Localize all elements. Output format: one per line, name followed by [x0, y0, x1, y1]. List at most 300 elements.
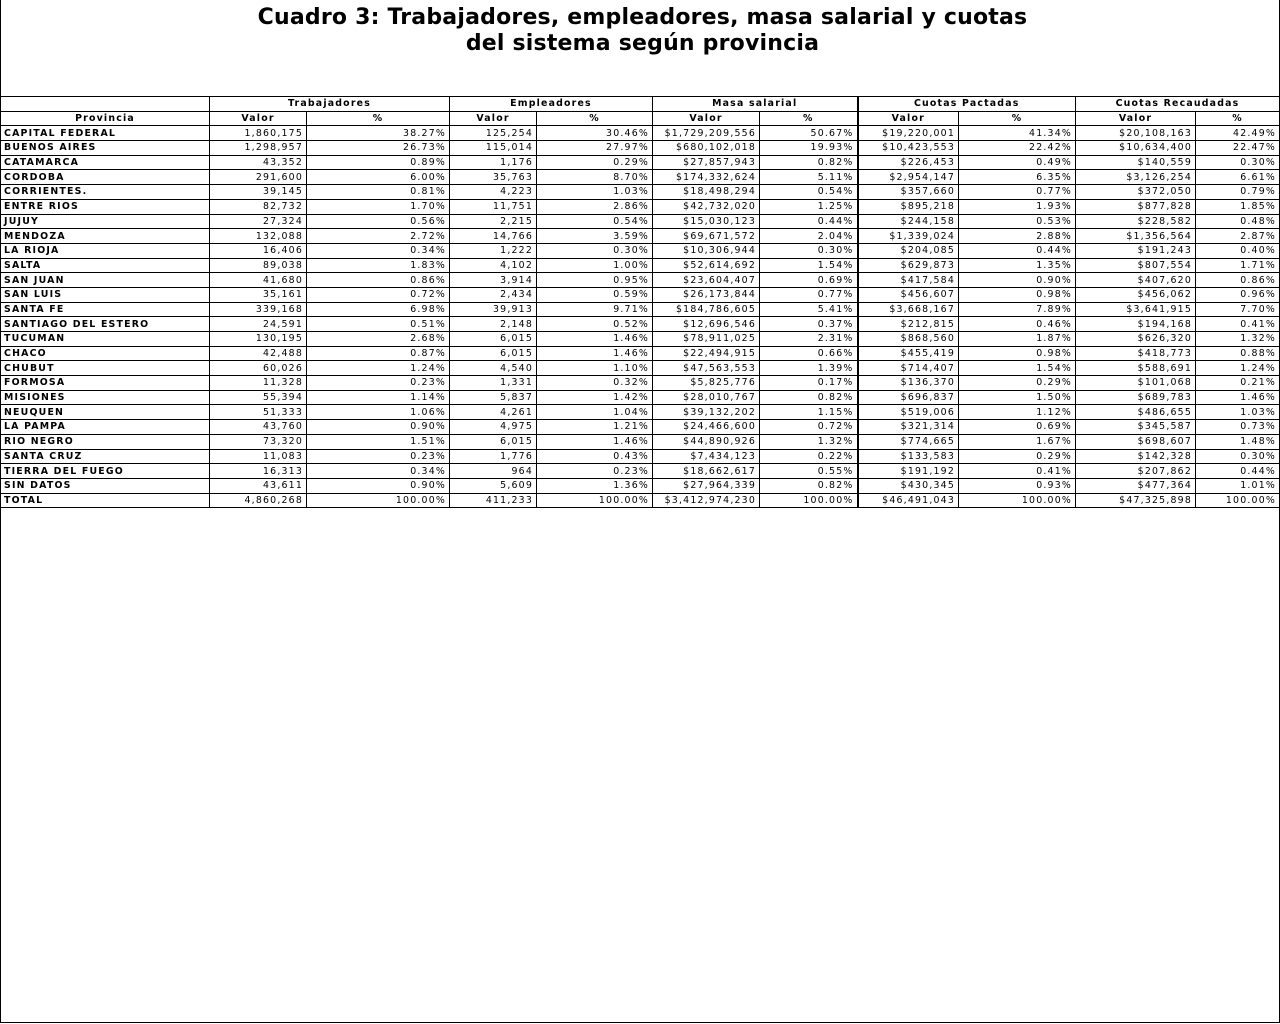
value-cell: 291,600: [210, 170, 307, 185]
value-cell: $1,729,209,556: [653, 126, 760, 141]
value-cell: $357,660: [858, 185, 959, 200]
percent-cell: 2.31%: [760, 332, 858, 347]
value-cell: $372,050: [1076, 185, 1196, 200]
value-cell: $28,010,767: [653, 390, 760, 405]
percent-cell: 100.00%: [1196, 493, 1280, 508]
value-cell: $417,584: [858, 273, 959, 288]
percent-cell: 7.70%: [1196, 302, 1280, 317]
sub-header-provincia: Provincia: [1, 111, 210, 126]
percent-cell: 1.14%: [307, 390, 450, 405]
value-cell: $52,614,692: [653, 258, 760, 273]
percent-cell: 0.98%: [959, 287, 1076, 302]
province-cell: CORDOBA: [1, 170, 210, 185]
value-cell: $3,412,974,230: [653, 493, 760, 508]
sub-header-valor: Valor: [210, 111, 307, 126]
table-row: [1, 464, 1280, 479]
percent-cell: 0.54%: [760, 185, 858, 200]
percent-cell: 0.86%: [307, 273, 450, 288]
group-header-empleadores: Empleadores: [450, 97, 653, 112]
percent-cell: 0.96%: [1196, 287, 1280, 302]
value-cell: 6,015: [450, 332, 537, 347]
value-cell: 1,331: [450, 376, 537, 391]
value-cell: 5,609: [450, 478, 537, 493]
title-line-1: Cuadro 3: Trabajadores, empleadores, masa salarial y cuotas: [257, 5, 1028, 30]
percent-cell: 2.72%: [307, 229, 450, 244]
percent-cell: 100.00%: [537, 493, 653, 508]
table-row: [1, 287, 1280, 302]
percent-cell: 0.81%: [307, 185, 450, 200]
value-cell: 1,298,957: [210, 141, 307, 156]
percent-cell: 41.34%: [959, 126, 1076, 141]
value-cell: $27,857,943: [653, 155, 760, 170]
value-cell: 339,168: [210, 302, 307, 317]
province-cell: CATAMARCA: [1, 155, 210, 170]
value-cell: 43,760: [210, 420, 307, 435]
table-row: [1, 243, 1280, 258]
page-title: [0, 5, 1280, 57]
percent-cell: 1.39%: [760, 361, 858, 376]
percent-cell: 6.35%: [959, 170, 1076, 185]
value-cell: $26,173,844: [653, 287, 760, 302]
percent-cell: 50.67%: [760, 126, 858, 141]
percent-cell: 0.40%: [1196, 243, 1280, 258]
percent-cell: 0.59%: [537, 287, 653, 302]
value-cell: $101,068: [1076, 376, 1196, 391]
value-cell: $12,696,546: [653, 317, 760, 332]
value-cell: 43,611: [210, 478, 307, 493]
province-cell: MISIONES: [1, 390, 210, 405]
value-cell: $407,620: [1076, 273, 1196, 288]
percent-cell: 1.67%: [959, 434, 1076, 449]
group-header-masa-salarial: Masa salarial: [653, 97, 858, 112]
value-cell: 6,015: [450, 434, 537, 449]
value-cell: $629,873: [858, 258, 959, 273]
value-cell: 4,860,268: [210, 493, 307, 508]
value-cell: 4,223: [450, 185, 537, 200]
value-cell: 411,233: [450, 493, 537, 508]
percent-cell: 0.55%: [760, 464, 858, 479]
percent-cell: 22.47%: [1196, 141, 1280, 156]
value-cell: 4,261: [450, 405, 537, 420]
percent-cell: 1.12%: [959, 405, 1076, 420]
value-cell: $142,328: [1076, 449, 1196, 464]
percent-cell: 0.82%: [760, 390, 858, 405]
total-row: [1, 493, 1280, 508]
table-row: [1, 420, 1280, 435]
percent-cell: 0.87%: [307, 346, 450, 361]
table-row: [1, 229, 1280, 244]
value-cell: $807,554: [1076, 258, 1196, 273]
value-cell: $696,837: [858, 390, 959, 405]
percent-cell: 7.89%: [959, 302, 1076, 317]
group-header-cuotas-recaudadas: Cuotas Recaudadas: [1076, 97, 1280, 112]
percent-cell: 2.68%: [307, 332, 450, 347]
value-cell: $680,102,018: [653, 141, 760, 156]
value-cell: $22,494,915: [653, 346, 760, 361]
percent-cell: 100.00%: [959, 493, 1076, 508]
percent-cell: 2.04%: [760, 229, 858, 244]
value-cell: $2,954,147: [858, 170, 959, 185]
percent-cell: 0.34%: [307, 243, 450, 258]
province-cell: SIN DATOS: [1, 478, 210, 493]
percent-cell: 0.82%: [760, 155, 858, 170]
group-header-row: [1, 97, 1280, 112]
table-row: [1, 155, 1280, 170]
value-cell: 35,763: [450, 170, 537, 185]
percent-cell: 0.79%: [1196, 185, 1280, 200]
percent-cell: 0.69%: [760, 273, 858, 288]
table-row: [1, 361, 1280, 376]
percent-cell: 1.25%: [760, 199, 858, 214]
percent-cell: 100.00%: [760, 493, 858, 508]
percent-cell: 0.30%: [537, 243, 653, 258]
percent-cell: 1.46%: [537, 332, 653, 347]
percent-cell: 0.95%: [537, 273, 653, 288]
value-cell: 132,088: [210, 229, 307, 244]
percent-cell: 0.89%: [307, 155, 450, 170]
sub-header-percent: %: [1196, 111, 1280, 126]
sub-header-row: [1, 111, 1280, 126]
province-cell: LA RIOJA: [1, 243, 210, 258]
percent-cell: 0.30%: [760, 243, 858, 258]
percent-cell: 5.11%: [760, 170, 858, 185]
value-cell: 2,434: [450, 287, 537, 302]
province-cell: SANTA FE: [1, 302, 210, 317]
percent-cell: 0.44%: [959, 243, 1076, 258]
value-cell: $228,582: [1076, 214, 1196, 229]
percent-cell: 0.29%: [959, 376, 1076, 391]
percent-cell: 1.00%: [537, 258, 653, 273]
percent-cell: 0.90%: [307, 420, 450, 435]
value-cell: $1,356,564: [1076, 229, 1196, 244]
value-cell: $18,498,294: [653, 185, 760, 200]
percent-cell: 0.44%: [760, 214, 858, 229]
province-cell: ENTRE RIOS: [1, 199, 210, 214]
percent-cell: 1.54%: [760, 258, 858, 273]
value-cell: $174,332,624: [653, 170, 760, 185]
value-cell: 1,860,175: [210, 126, 307, 141]
percent-cell: 38.27%: [307, 126, 450, 141]
value-cell: $3,126,254: [1076, 170, 1196, 185]
table-row: [1, 185, 1280, 200]
percent-cell: 6.61%: [1196, 170, 1280, 185]
value-cell: $78,911,025: [653, 332, 760, 347]
value-cell: 6,015: [450, 346, 537, 361]
table-row: [1, 126, 1280, 141]
header-blank-cell: [1, 97, 210, 112]
percent-cell: 0.17%: [760, 376, 858, 391]
value-cell: $184,786,605: [653, 302, 760, 317]
value-cell: $226,453: [858, 155, 959, 170]
percent-cell: 0.77%: [959, 185, 1076, 200]
percent-cell: 0.37%: [760, 317, 858, 332]
percent-cell: 0.30%: [1196, 449, 1280, 464]
province-cell: TOTAL: [1, 493, 210, 508]
value-cell: $895,218: [858, 199, 959, 214]
value-cell: $39,132,202: [653, 405, 760, 420]
value-cell: $69,671,572: [653, 229, 760, 244]
percent-cell: 1.01%: [1196, 478, 1280, 493]
value-cell: 1,176: [450, 155, 537, 170]
province-cell: SANTA CRUZ: [1, 449, 210, 464]
value-cell: $46,491,043: [858, 493, 959, 508]
percent-cell: 0.54%: [537, 214, 653, 229]
percent-cell: 1.71%: [1196, 258, 1280, 273]
value-cell: $18,662,617: [653, 464, 760, 479]
percent-cell: 0.23%: [537, 464, 653, 479]
percent-cell: 1.03%: [1196, 405, 1280, 420]
value-cell: 125,254: [450, 126, 537, 141]
value-cell: 2,215: [450, 214, 537, 229]
table-row: [1, 214, 1280, 229]
value-cell: $10,634,400: [1076, 141, 1196, 156]
percent-cell: 9.71%: [537, 302, 653, 317]
value-cell: $456,607: [858, 287, 959, 302]
percent-cell: 0.66%: [760, 346, 858, 361]
value-cell: 5,837: [450, 390, 537, 405]
percent-cell: 1.54%: [959, 361, 1076, 376]
percent-cell: 0.53%: [959, 214, 1076, 229]
table-row: [1, 390, 1280, 405]
value-cell: 11,328: [210, 376, 307, 391]
value-cell: $207,862: [1076, 464, 1196, 479]
percent-cell: 1.24%: [1196, 361, 1280, 376]
percent-cell: 8.70%: [537, 170, 653, 185]
value-cell: 51,333: [210, 405, 307, 420]
province-cell: SAN LUIS: [1, 287, 210, 302]
percent-cell: 0.72%: [760, 420, 858, 435]
table-row: [1, 332, 1280, 347]
value-cell: 27,324: [210, 214, 307, 229]
percent-cell: 1.87%: [959, 332, 1076, 347]
table-body: [1, 126, 1280, 508]
percent-cell: 1.06%: [307, 405, 450, 420]
sub-header-percent: %: [537, 111, 653, 126]
value-cell: $345,587: [1076, 420, 1196, 435]
percent-cell: 0.51%: [307, 317, 450, 332]
percent-cell: 2.87%: [1196, 229, 1280, 244]
percent-cell: 0.29%: [537, 155, 653, 170]
value-cell: 115,014: [450, 141, 537, 156]
value-cell: 3,914: [450, 273, 537, 288]
sub-header-valor: Valor: [1076, 111, 1196, 126]
percent-cell: 27.97%: [537, 141, 653, 156]
percent-cell: 0.34%: [307, 464, 450, 479]
value-cell: $23,604,407: [653, 273, 760, 288]
percent-cell: 1.35%: [959, 258, 1076, 273]
value-cell: 14,766: [450, 229, 537, 244]
percent-cell: 0.30%: [1196, 155, 1280, 170]
province-cell: FORMOSA: [1, 376, 210, 391]
percent-cell: 1.70%: [307, 199, 450, 214]
percent-cell: 0.29%: [959, 449, 1076, 464]
value-cell: $5,825,776: [653, 376, 760, 391]
table-row: [1, 258, 1280, 273]
percent-cell: 0.93%: [959, 478, 1076, 493]
value-cell: $19,220,001: [858, 126, 959, 141]
percent-cell: 19.93%: [760, 141, 858, 156]
value-cell: $133,583: [858, 449, 959, 464]
percent-cell: 1.83%: [307, 258, 450, 273]
value-cell: 16,406: [210, 243, 307, 258]
percent-cell: 0.72%: [307, 287, 450, 302]
percent-cell: 0.48%: [1196, 214, 1280, 229]
value-cell: 11,751: [450, 199, 537, 214]
table-row: [1, 376, 1280, 391]
value-cell: $136,370: [858, 376, 959, 391]
province-cell: RIO NEGRO: [1, 434, 210, 449]
value-cell: $47,325,898: [1076, 493, 1196, 508]
value-cell: $42,732,020: [653, 199, 760, 214]
value-cell: 35,161: [210, 287, 307, 302]
value-cell: $714,407: [858, 361, 959, 376]
value-cell: $140,559: [1076, 155, 1196, 170]
percent-cell: 0.46%: [959, 317, 1076, 332]
percent-cell: 0.21%: [1196, 376, 1280, 391]
value-cell: 60,026: [210, 361, 307, 376]
value-cell: $20,108,163: [1076, 126, 1196, 141]
percent-cell: 1.46%: [537, 346, 653, 361]
percent-cell: 1.51%: [307, 434, 450, 449]
value-cell: $698,607: [1076, 434, 1196, 449]
table-row: [1, 405, 1280, 420]
percent-cell: 1.21%: [537, 420, 653, 435]
province-cell: SALTA: [1, 258, 210, 273]
percent-cell: 1.04%: [537, 405, 653, 420]
percent-cell: 1.03%: [537, 185, 653, 200]
value-cell: 964: [450, 464, 537, 479]
value-cell: 16,313: [210, 464, 307, 479]
table-row: [1, 170, 1280, 185]
percent-cell: 0.90%: [307, 478, 450, 493]
province-cell: SANTIAGO DEL ESTERO: [1, 317, 210, 332]
percent-cell: 1.15%: [760, 405, 858, 420]
province-cell: CHUBUT: [1, 361, 210, 376]
percent-cell: 1.48%: [1196, 434, 1280, 449]
province-cell: NEUQUEN: [1, 405, 210, 420]
sub-header-percent: %: [760, 111, 858, 126]
value-cell: 11,083: [210, 449, 307, 464]
percent-cell: 1.93%: [959, 199, 1076, 214]
value-cell: 55,394: [210, 390, 307, 405]
table-row: [1, 199, 1280, 214]
sub-header-valor: Valor: [450, 111, 537, 126]
percent-cell: 0.86%: [1196, 273, 1280, 288]
table-row: [1, 141, 1280, 156]
value-cell: $244,158: [858, 214, 959, 229]
percent-cell: 0.98%: [959, 346, 1076, 361]
percent-cell: 0.88%: [1196, 346, 1280, 361]
data-table: [0, 96, 1280, 508]
value-cell: $877,828: [1076, 199, 1196, 214]
percent-cell: 0.49%: [959, 155, 1076, 170]
value-cell: 24,591: [210, 317, 307, 332]
value-cell: 82,732: [210, 199, 307, 214]
province-cell: TIERRA DEL FUEGO: [1, 464, 210, 479]
percent-cell: 0.56%: [307, 214, 450, 229]
group-header-trabajadores: Trabajadores: [210, 97, 450, 112]
percent-cell: 42.49%: [1196, 126, 1280, 141]
table-row: [1, 346, 1280, 361]
percent-cell: 6.00%: [307, 170, 450, 185]
percent-cell: 0.43%: [537, 449, 653, 464]
percent-cell: 30.46%: [537, 126, 653, 141]
value-cell: $321,314: [858, 420, 959, 435]
percent-cell: 1.32%: [1196, 332, 1280, 347]
value-cell: $1,339,024: [858, 229, 959, 244]
value-cell: $212,815: [858, 317, 959, 332]
value-cell: $626,320: [1076, 332, 1196, 347]
percent-cell: 1.85%: [1196, 199, 1280, 214]
percent-cell: 0.52%: [537, 317, 653, 332]
province-cell: JUJUY: [1, 214, 210, 229]
percent-cell: 1.50%: [959, 390, 1076, 405]
value-cell: $430,345: [858, 478, 959, 493]
percent-cell: 0.23%: [307, 376, 450, 391]
value-cell: 130,195: [210, 332, 307, 347]
percent-cell: 0.73%: [1196, 420, 1280, 435]
value-cell: $24,466,600: [653, 420, 760, 435]
province-cell: CORRIENTES.: [1, 185, 210, 200]
value-cell: 39,913: [450, 302, 537, 317]
value-cell: 4,540: [450, 361, 537, 376]
value-cell: $456,062: [1076, 287, 1196, 302]
value-cell: $15,030,123: [653, 214, 760, 229]
percent-cell: 0.90%: [959, 273, 1076, 288]
percent-cell: 0.32%: [537, 376, 653, 391]
percent-cell: 1.46%: [1196, 390, 1280, 405]
value-cell: $3,668,167: [858, 302, 959, 317]
table-row: [1, 449, 1280, 464]
value-cell: $47,563,553: [653, 361, 760, 376]
percent-cell: 6.98%: [307, 302, 450, 317]
percent-cell: 22.42%: [959, 141, 1076, 156]
percent-cell: 0.77%: [760, 287, 858, 302]
province-cell: SAN JUAN: [1, 273, 210, 288]
province-cell: BUENOS AIRES: [1, 141, 210, 156]
percent-cell: 100.00%: [307, 493, 450, 508]
value-cell: $44,890,926: [653, 434, 760, 449]
percent-cell: 0.82%: [760, 478, 858, 493]
percent-cell: 2.86%: [537, 199, 653, 214]
percent-cell: 0.69%: [959, 420, 1076, 435]
value-cell: $7,434,123: [653, 449, 760, 464]
value-cell: 73,320: [210, 434, 307, 449]
percent-cell: 26.73%: [307, 141, 450, 156]
value-cell: $774,665: [858, 434, 959, 449]
value-cell: 4,102: [450, 258, 537, 273]
percent-cell: 2.88%: [959, 229, 1076, 244]
value-cell: $10,423,553: [858, 141, 959, 156]
percent-cell: 0.22%: [760, 449, 858, 464]
value-cell: $588,691: [1076, 361, 1196, 376]
value-cell: $418,773: [1076, 346, 1196, 361]
percent-cell: 0.23%: [307, 449, 450, 464]
value-cell: 1,776: [450, 449, 537, 464]
value-cell: $204,085: [858, 243, 959, 258]
table-row: [1, 478, 1280, 493]
value-cell: $191,243: [1076, 243, 1196, 258]
province-cell: TUCUMAN: [1, 332, 210, 347]
table-row: [1, 273, 1280, 288]
value-cell: $10,306,944: [653, 243, 760, 258]
value-cell: 89,038: [210, 258, 307, 273]
percent-cell: 1.42%: [537, 390, 653, 405]
sub-header-percent: %: [307, 111, 450, 126]
percent-cell: 1.36%: [537, 478, 653, 493]
value-cell: $689,783: [1076, 390, 1196, 405]
province-cell: CAPITAL FEDERAL: [1, 126, 210, 141]
